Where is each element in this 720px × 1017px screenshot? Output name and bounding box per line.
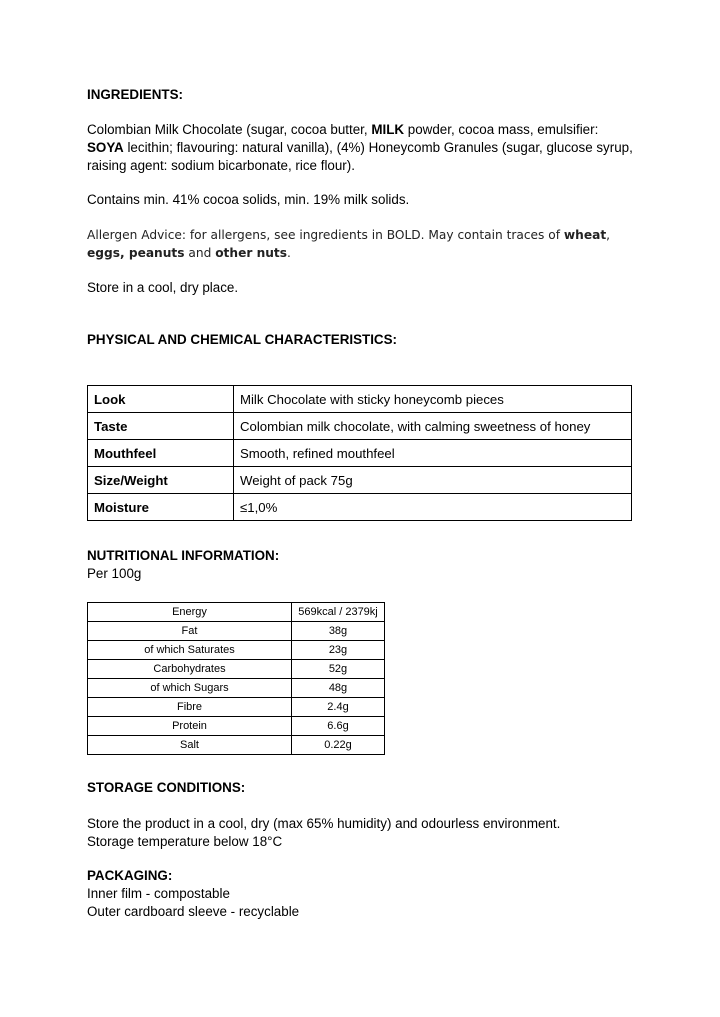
nutrition-row-label: Salt bbox=[88, 736, 292, 755]
allergen-soya: SOYA bbox=[87, 140, 124, 155]
ingredients-line-1: Colombian Milk Chocolate (sugar, cocoa butter, MILK powder, cocoa mass, emulsifier: bbox=[87, 122, 599, 137]
nutrition-row-label: Protein bbox=[88, 717, 292, 736]
packaging-line-1: Inner film - compostable bbox=[87, 886, 230, 901]
packaging-section bbox=[87, 867, 299, 921]
nutrition-row-value: 52g bbox=[292, 660, 385, 679]
physical-row-value: Smooth, refined mouthfeel bbox=[234, 440, 632, 467]
physical-row bbox=[88, 467, 632, 494]
storage-line-1: Store the product in a cool, dry (max 65% humidity) and odourless environment. bbox=[87, 816, 561, 831]
ingredients-line-2: SOYA lecithin; flavouring: natural vanilla), (4%) Honeycomb Granules (sugar, glucose syrup, bbox=[87, 140, 633, 155]
nutrition-row-label: of which Sugars bbox=[88, 679, 292, 698]
allergen-milk: MILK bbox=[371, 122, 405, 137]
nutrition-row bbox=[88, 717, 385, 736]
ingredients-text bbox=[87, 121, 633, 175]
physical-table bbox=[87, 385, 632, 521]
nutrition-row bbox=[88, 603, 385, 622]
physical-row bbox=[88, 386, 632, 413]
nutrition-row bbox=[88, 698, 385, 717]
physical-row bbox=[88, 494, 632, 521]
nutrition-row-value: 23g bbox=[292, 641, 385, 660]
physical-row-label: Look bbox=[88, 386, 234, 413]
packaging-line-2: Outer cardboard sleeve - recyclable bbox=[87, 904, 300, 919]
nutrition-row bbox=[88, 660, 385, 679]
physical-row-label: Size/Weight bbox=[88, 467, 234, 494]
physical-heading: PHYSICAL AND CHEMICAL CHARACTERISTICS: bbox=[87, 332, 397, 347]
physical-row bbox=[88, 440, 632, 467]
storage-text bbox=[87, 815, 560, 851]
cocoa-solids-note: Contains min. 41% cocoa solids, min. 19% milk solids. bbox=[87, 192, 410, 207]
nutrition-heading: NUTRITIONAL INFORMATION: bbox=[87, 548, 280, 563]
physical-row-value: Milk Chocolate with sticky honeycomb pieces bbox=[234, 386, 632, 413]
storage-heading: STORAGE CONDITIONS: bbox=[87, 780, 246, 795]
nutrition-row-label: of which Saturates bbox=[88, 641, 292, 660]
nutrition-row-label: Carbohydrates bbox=[88, 660, 292, 679]
ingredients-heading: INGREDIENTS: bbox=[87, 87, 183, 102]
nutrition-row bbox=[88, 679, 385, 698]
store-note: Store in a cool, dry place. bbox=[87, 280, 239, 295]
storage-line-2: Storage temperature below 18°C bbox=[87, 834, 283, 849]
physical-row-label: Moisture bbox=[88, 494, 234, 521]
physical-row-value: Weight of pack 75g bbox=[234, 467, 632, 494]
ingredients-line-3: raising agent: sodium bicarbonate, rice flour). bbox=[87, 158, 355, 173]
nutrition-row-value: 38g bbox=[292, 622, 385, 641]
nutrition-per: Per 100g bbox=[87, 566, 142, 581]
physical-row-value: Colombian milk chocolate, with calming sweetness of honey bbox=[234, 413, 632, 440]
nutrition-row-value: 569kcal / 2379kj bbox=[292, 603, 385, 622]
nutrition-table bbox=[87, 602, 385, 755]
allergen-advice: Allergen Advice: for allergens, see ingredients in BOLD. May contain traces of wheat, eggs, peanuts and other nuts. bbox=[87, 228, 611, 260]
nutrition-row-value: 0.22g bbox=[292, 736, 385, 755]
nutrition-row-value: 6.6g bbox=[292, 717, 385, 736]
physical-row-value: ≤1,0% bbox=[234, 494, 632, 521]
nutrition-row-label: Fat bbox=[88, 622, 292, 641]
nutrition-row-value: 2.4g bbox=[292, 698, 385, 717]
nutrition-row bbox=[88, 736, 385, 755]
nutrition-row-value: 48g bbox=[292, 679, 385, 698]
nutrition-row bbox=[88, 622, 385, 641]
packaging-heading: PACKAGING: bbox=[87, 868, 173, 883]
nutrition-row bbox=[88, 641, 385, 660]
nutrition-row-label: Fibre bbox=[88, 698, 292, 717]
physical-row-label: Taste bbox=[88, 413, 234, 440]
physical-row bbox=[88, 413, 632, 440]
physical-row-label: Mouthfeel bbox=[88, 440, 234, 467]
nutrition-row-label: Energy bbox=[88, 603, 292, 622]
